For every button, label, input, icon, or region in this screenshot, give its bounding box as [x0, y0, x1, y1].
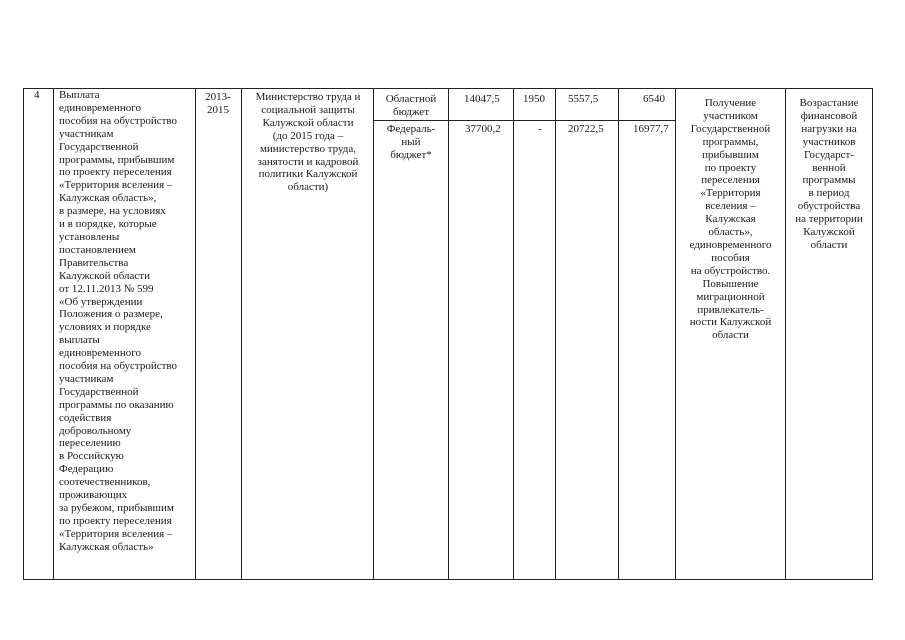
program-table-row — [23, 88, 873, 580]
column-border — [555, 89, 556, 579]
funding-source-federal: Федераль- ный бюджет* — [386, 123, 436, 161]
funding-row-divider — [373, 120, 675, 121]
column-border — [872, 89, 873, 579]
regional-total: 14047,5 — [464, 93, 500, 105]
responsible-executor: Министерство труда и социальной защиты Калужской области (до 2015 года – министерство труда, занятости и кадровой политики Калужской области) — [255, 91, 361, 194]
regional-2013: 1950 — [523, 93, 545, 105]
funding-source-regional: Областной бюджет — [385, 93, 437, 118]
column-border — [675, 89, 676, 579]
column-border — [785, 89, 786, 579]
column-border — [23, 89, 24, 579]
regional-2014: 5557,5 — [568, 93, 599, 105]
measure-description: Выплата единовременного пособия на обустройство участникам Государственной программы, прибывшим по проекту переселения «Территория вселения – Калужская область», в размере, на условиях и в порядке, которые установлены постановлением Правительства Калужской области от 12.11.2013 № 599 «Об утверждении Положения о размере, условиях и порядке выплаты единовременного пособия на обустройство участникам Государственной программы по оказанию содействия добровольному переселению в Российскую Федерацию соотечественников, проживающих за рубежом, прибывшим по проекту переселения «Территория вселения – Калужская область» — [59, 89, 178, 553]
column-border — [373, 89, 374, 579]
expected-result: Получение участником Государственной программы, прибывшим по проекту переселения «Территория вселения – Калужская область», единовременного пособия на обустройство. Повышение миграционной привлекатель- ности Калужской области — [689, 97, 772, 342]
federal-total: 37700,2 — [465, 123, 501, 135]
implementation-period: 2013- 2015 — [205, 91, 231, 116]
federal-2013: - — [538, 123, 542, 135]
risk-description: Возрастание финансовой нагрузки на участников Государст- венной программы в период обустройства на территории Калужской области — [795, 97, 863, 251]
row-number: 4 — [34, 89, 40, 101]
regional-2015: 6540 — [643, 93, 665, 105]
federal-2015: 16977,7 — [633, 123, 669, 135]
column-border — [53, 89, 54, 579]
federal-2014: 20722,5 — [568, 123, 604, 135]
column-border — [448, 89, 449, 579]
column-border — [513, 89, 514, 579]
column-border — [195, 89, 196, 579]
column-border — [618, 89, 619, 579]
column-border — [241, 89, 242, 579]
